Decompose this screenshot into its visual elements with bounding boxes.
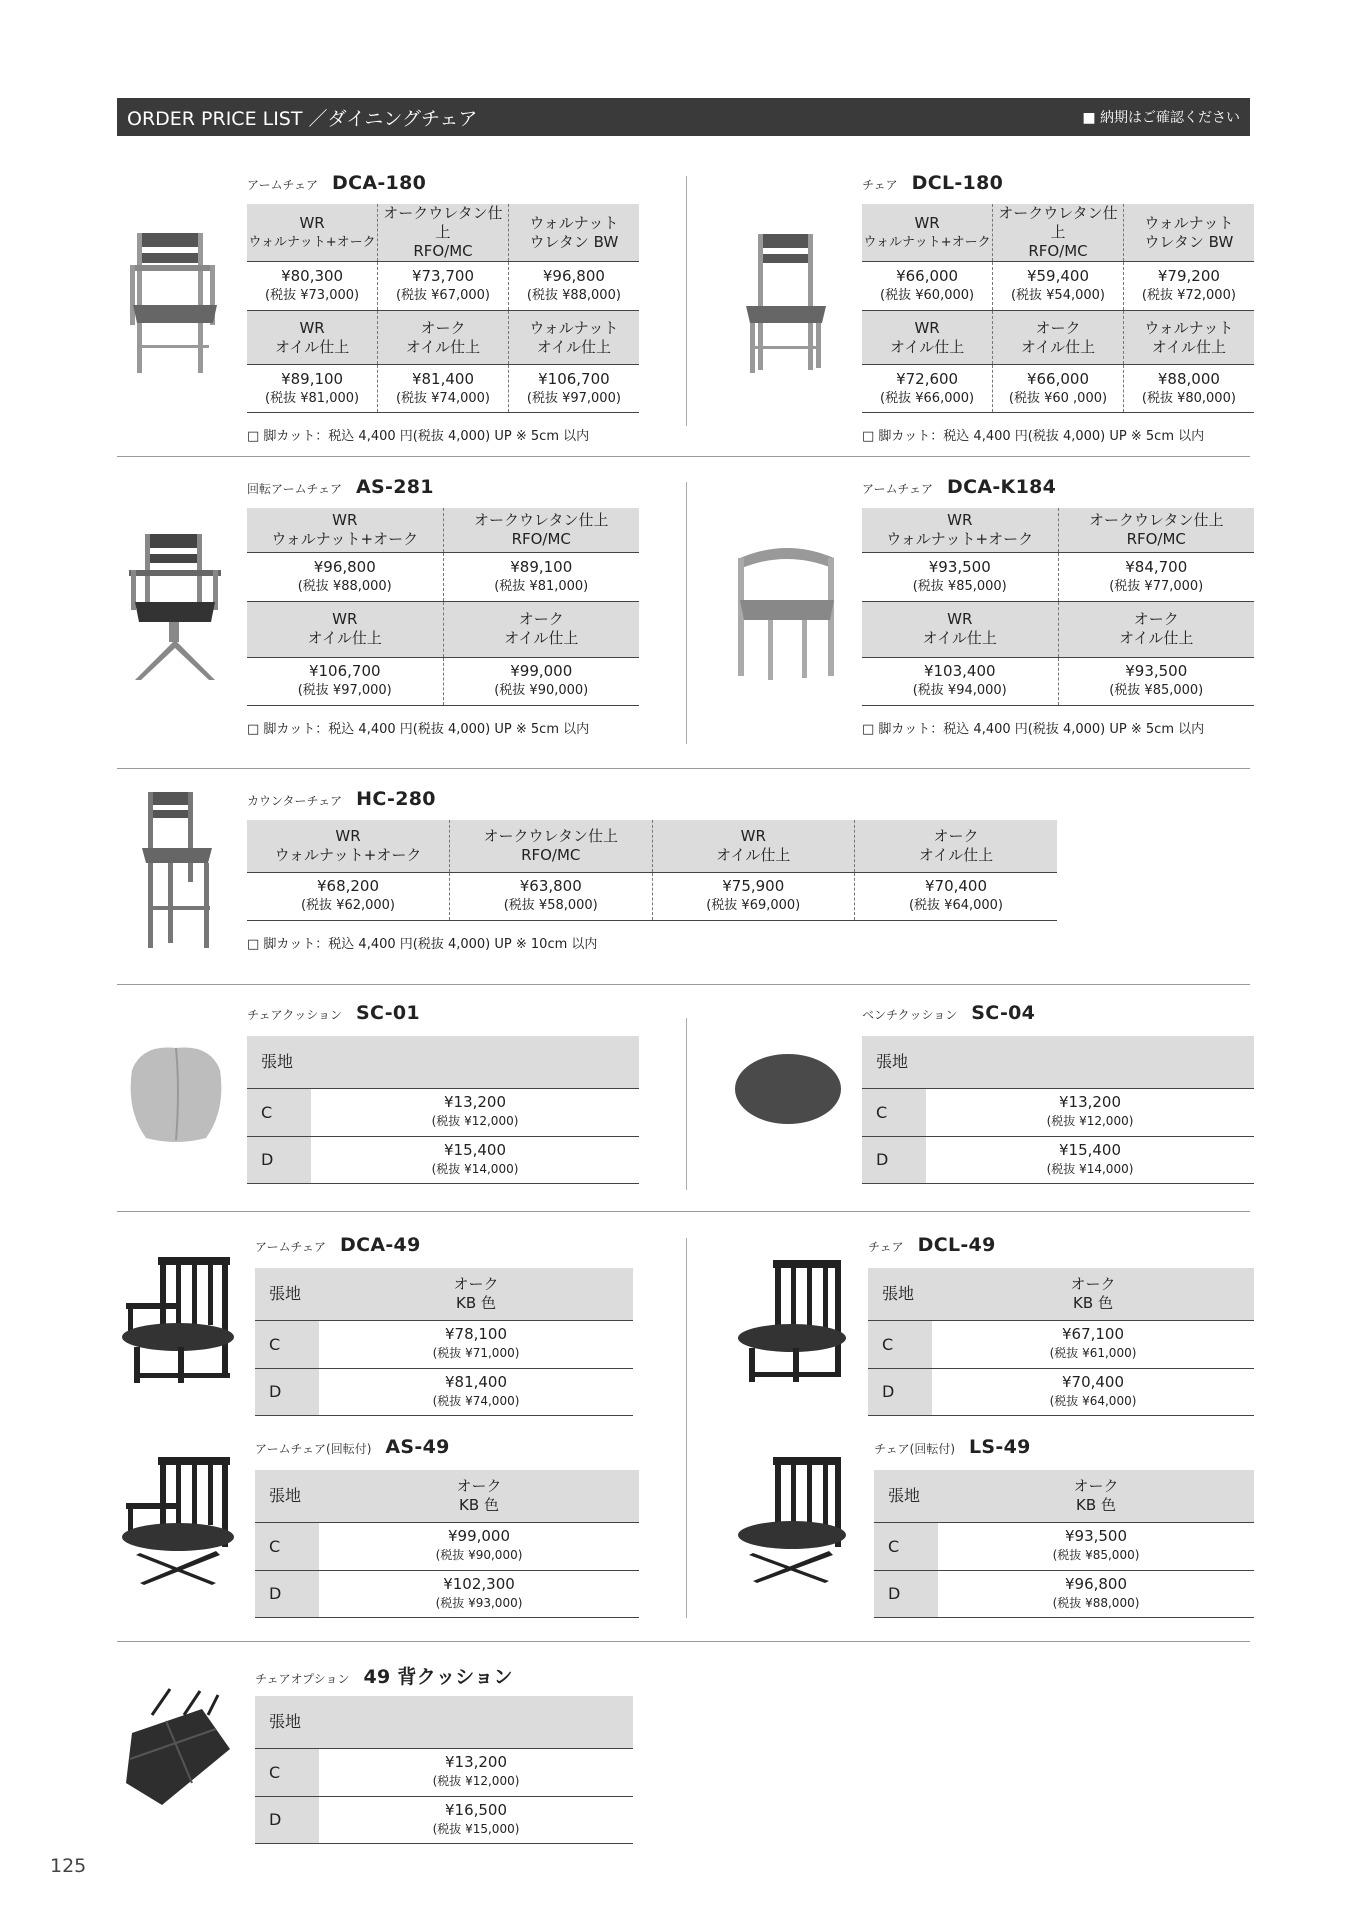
price-cell: ¥81,400 (税抜 ¥74,000): [378, 365, 509, 413]
finish-header: WR オイル仕上: [247, 601, 443, 657]
price-cell: ¥73,700 (税抜 ¥67,000): [378, 262, 509, 311]
finish-header: WR オイル仕上: [862, 311, 993, 365]
leg-cut-note: □ 脚カット：税込 4,400 円(税抜 4,000) UP ※ 10cm 以内: [247, 936, 598, 952]
product-code: DCL-49: [917, 1234, 996, 1256]
product-category: アームチェア(回転付): [255, 1442, 372, 1456]
product-code: DCA-180: [332, 172, 427, 194]
price-cell: ¥102,300 (税抜 ¥93,000): [319, 1570, 639, 1617]
price-table: [247, 820, 1057, 921]
delivery-note: ■ 納期はご確認ください: [1082, 110, 1240, 126]
finish-header: ウォルナット オイル仕上: [508, 311, 639, 365]
dcl49-chair-image: [737, 1258, 847, 1383]
leg-cut-note: □ 脚カット：税込 4,400 円(税抜 4,000) UP ※ 5cm 以内: [862, 721, 1205, 737]
column-divider: [686, 1238, 687, 1618]
finish-header: オーク オイル仕上: [855, 820, 1058, 872]
grade-label: C: [255, 1522, 319, 1570]
finish-header: オークウレタン仕上 RFO/MC: [443, 508, 639, 552]
finish-header: オークウレタン仕上 RFO/MC: [993, 204, 1124, 262]
sc04-cushion-image: [733, 1050, 843, 1128]
grade-label: D: [862, 1136, 926, 1183]
product-category: チェア(回転付): [874, 1442, 956, 1456]
dcl180-chair-image: [740, 228, 830, 378]
finish-header: オーク KB 色: [319, 1268, 633, 1320]
product-as281: [247, 476, 639, 737]
finish-header: WR オイル仕上: [652, 820, 855, 872]
finish-header: [319, 1696, 633, 1748]
price-cell: ¥15,400 (税抜 ¥14,000): [926, 1136, 1254, 1183]
leg-cut-note: □ 脚カット：税込 4,400 円(税抜 4,000) UP ※ 5cm 以内: [247, 721, 590, 737]
product-code: AS-281: [356, 476, 434, 498]
upholstery-label: 張地: [255, 1268, 319, 1320]
ls49-chair-image: [737, 1455, 847, 1585]
price-cell: ¥78,100 (税抜 ¥71,000): [319, 1320, 633, 1368]
finish-header: WR ウォルナット+オーク: [862, 508, 1058, 552]
grade-label: C: [255, 1748, 319, 1796]
page-header: [117, 98, 1250, 136]
price-cell: ¥13,200 (税抜 ¥12,000): [311, 1088, 639, 1136]
price-cell: ¥88,000 (税抜 ¥80,000): [1123, 365, 1254, 413]
price-cell: ¥68,200 (税抜 ¥62,000): [247, 872, 450, 920]
grade-label: D: [255, 1796, 319, 1843]
grade-label: D: [247, 1136, 311, 1183]
finish-header: WR ウォルナット+オーク: [862, 204, 993, 262]
upholstery-label: 張地: [862, 1036, 926, 1088]
page-number: 125: [50, 1855, 87, 1877]
product-category: チェア: [868, 1240, 904, 1254]
price-table: [247, 508, 639, 706]
as281-chair-image: [125, 530, 225, 685]
upholstery-label: 張地: [255, 1696, 319, 1748]
product-category: ベンチクッション: [862, 1008, 958, 1022]
page-title: ORDER PRICE LIST ／ダイニングチェア: [127, 107, 478, 130]
upholstery-label: 張地: [255, 1470, 319, 1522]
section-divider: [117, 1641, 1250, 1642]
price-table: [868, 1268, 1254, 1416]
price-table: [862, 1036, 1254, 1184]
price-cell: ¥96,800 (税抜 ¥88,000): [938, 1570, 1254, 1617]
price-cell: ¥72,600 (税抜 ¥66,000): [862, 365, 993, 413]
grade-label: C: [247, 1088, 311, 1136]
product-dca49: [255, 1234, 633, 1416]
sc01-cushion-image: [122, 1040, 230, 1145]
back-cushion-image: [122, 1685, 234, 1810]
product-code: AS-49: [385, 1436, 450, 1458]
upholstery-label: 張地: [868, 1268, 932, 1320]
finish-header: WR オイル仕上: [862, 601, 1058, 657]
dcak184-chair-image: [732, 538, 842, 683]
price-cell: ¥13,200 (税抜 ¥12,000): [926, 1088, 1254, 1136]
finish-header: [926, 1036, 1254, 1088]
product-category: チェアクッション: [247, 1008, 343, 1022]
price-cell: ¥16,500 (税抜 ¥15,000): [319, 1796, 633, 1843]
finish-header: オーク オイル仕上: [443, 601, 639, 657]
product-ls49: [874, 1436, 1254, 1618]
as49-chair-image: [120, 1455, 235, 1585]
product-category: チェア: [862, 178, 898, 192]
finish-header: WR ウォルナット+オーク: [247, 820, 450, 872]
column-divider: [686, 1018, 687, 1190]
finish-header: オーク KB 色: [932, 1268, 1254, 1320]
grade-label: C: [862, 1088, 926, 1136]
price-table: [874, 1470, 1254, 1618]
product-code: SC-01: [356, 1002, 420, 1024]
price-table: [255, 1470, 639, 1618]
price-cell: ¥80,300 (税抜 ¥73,000): [247, 262, 378, 311]
price-table: [255, 1696, 633, 1844]
price-cell: ¥93,500 (税抜 ¥85,000): [938, 1522, 1254, 1570]
finish-header: オーク オイル仕上: [378, 311, 509, 365]
product-code: DCA-K184: [947, 476, 1057, 498]
grade-label: D: [874, 1570, 938, 1617]
dca180-chair-image: [125, 225, 225, 385]
price-cell: ¥106,700 (税抜 ¥97,000): [247, 657, 443, 705]
product-code: DCL-180: [911, 172, 1004, 194]
grade-label: C: [255, 1320, 319, 1368]
grade-label: C: [868, 1320, 932, 1368]
price-cell: ¥89,100 (税抜 ¥81,000): [443, 552, 639, 601]
product-code: HC-280: [356, 788, 436, 810]
upholstery-label: 張地: [247, 1036, 311, 1088]
dca49-chair-image: [120, 1255, 235, 1385]
grade-label: D: [255, 1368, 319, 1415]
section-divider: [117, 768, 1250, 769]
hc280-chair-image: [132, 788, 228, 953]
product-category: カウンターチェア: [247, 794, 343, 808]
leg-cut-note: □ 脚カット：税込 4,400 円(税抜 4,000) UP ※ 5cm 以内: [247, 429, 590, 444]
product-as49: [255, 1436, 639, 1618]
price-table: [247, 204, 639, 413]
product-49-back-cushion: [255, 1662, 633, 1844]
product-dcl180: [862, 172, 1254, 444]
finish-header: オーク オイル仕上: [1058, 601, 1254, 657]
finish-header: ウォルナット ウレタン BW: [1123, 204, 1254, 262]
grade-label: D: [255, 1570, 319, 1617]
upholstery-label: 張地: [874, 1470, 938, 1522]
finish-header: オークウレタン仕上 RFO/MC: [1058, 508, 1254, 552]
section-divider: [117, 1211, 1250, 1212]
price-cell: ¥99,000 (税抜 ¥90,000): [443, 657, 639, 705]
price-cell: ¥59,400 (税抜 ¥54,000): [993, 262, 1124, 311]
product-category: アームチェア: [255, 1240, 327, 1254]
product-category: チェアオプション: [255, 1672, 350, 1686]
price-cell: ¥99,000 (税抜 ¥90,000): [319, 1522, 639, 1570]
product-sc04: [862, 1002, 1254, 1184]
finish-header: ウォルナット ウレタン BW: [508, 204, 639, 262]
grade-label: C: [874, 1522, 938, 1570]
product-dcl49: [868, 1234, 1254, 1416]
column-divider: [686, 176, 687, 426]
product-code: 49 背クッション: [363, 1666, 513, 1688]
price-cell: ¥75,900 (税抜 ¥69,000): [652, 872, 855, 920]
price-cell: ¥89,100 (税抜 ¥81,000): [247, 365, 378, 413]
price-cell: ¥66,000 (税抜 ¥60 ,000): [993, 365, 1124, 413]
price-cell: ¥96,800 (税抜 ¥88,000): [247, 552, 443, 601]
price-table: [247, 1036, 639, 1184]
leg-cut-note: □ 脚カット：税込 4,400 円(税抜 4,000) UP ※ 5cm 以内: [862, 429, 1205, 444]
product-category: 回転アームチェア: [247, 482, 343, 496]
product-category: アームチェア: [247, 178, 319, 192]
section-divider: [117, 456, 1250, 457]
product-code: SC-04: [971, 1002, 1036, 1024]
finish-header: ウォルナット オイル仕上: [1123, 311, 1254, 365]
price-cell: ¥63,800 (税抜 ¥58,000): [450, 872, 653, 920]
price-cell: ¥93,500 (税抜 ¥85,000): [862, 552, 1058, 601]
product-sc01: [247, 1002, 639, 1184]
finish-header: WR ウォルナット+オーク: [247, 204, 378, 262]
price-cell: ¥13,200 (税抜 ¥12,000): [319, 1748, 633, 1796]
product-hc280: [247, 788, 1057, 952]
price-cell: ¥70,400 (税抜 ¥64,000): [855, 872, 1058, 920]
price-cell: ¥84,700 (税抜 ¥77,000): [1058, 552, 1254, 601]
price-cell: ¥96,800 (税抜 ¥88,000): [508, 262, 639, 311]
finish-header: [311, 1036, 639, 1088]
price-cell: ¥106,700 (税抜 ¥97,000): [508, 365, 639, 413]
product-code: LS-49: [969, 1436, 1031, 1458]
finish-header: WR ウォルナット+オーク: [247, 508, 443, 552]
grade-label: D: [868, 1368, 932, 1415]
finish-header: オーク KB 色: [319, 1470, 639, 1522]
price-table: [862, 204, 1254, 413]
price-table: [862, 508, 1254, 706]
price-cell: ¥70,400 (税抜 ¥64,000): [932, 1368, 1254, 1415]
product-category: アームチェア: [862, 482, 934, 496]
price-cell: ¥93,500 (税抜 ¥85,000): [1058, 657, 1254, 705]
finish-header: オーク オイル仕上: [993, 311, 1124, 365]
price-cell: ¥103,400 (税抜 ¥94,000): [862, 657, 1058, 705]
finish-header: WR オイル仕上: [247, 311, 378, 365]
price-cell: ¥79,200 (税抜 ¥72,000): [1123, 262, 1254, 311]
finish-header: オークウレタン仕上 RFO/MC: [450, 820, 653, 872]
product-dcak184: [862, 476, 1254, 737]
finish-header: オークウレタン仕上 RFO/MC: [378, 204, 509, 262]
column-divider: [686, 482, 687, 744]
section-divider: [117, 984, 1250, 985]
product-dca180: [247, 172, 639, 444]
product-code: DCA-49: [340, 1234, 421, 1256]
price-cell: ¥81,400 (税抜 ¥74,000): [319, 1368, 633, 1415]
finish-header: オーク KB 色: [938, 1470, 1254, 1522]
price-cell: ¥15,400 (税抜 ¥14,000): [311, 1136, 639, 1183]
price-table: [255, 1268, 633, 1416]
price-cell: ¥67,100 (税抜 ¥61,000): [932, 1320, 1254, 1368]
price-cell: ¥66,000 (税抜 ¥60,000): [862, 262, 993, 311]
